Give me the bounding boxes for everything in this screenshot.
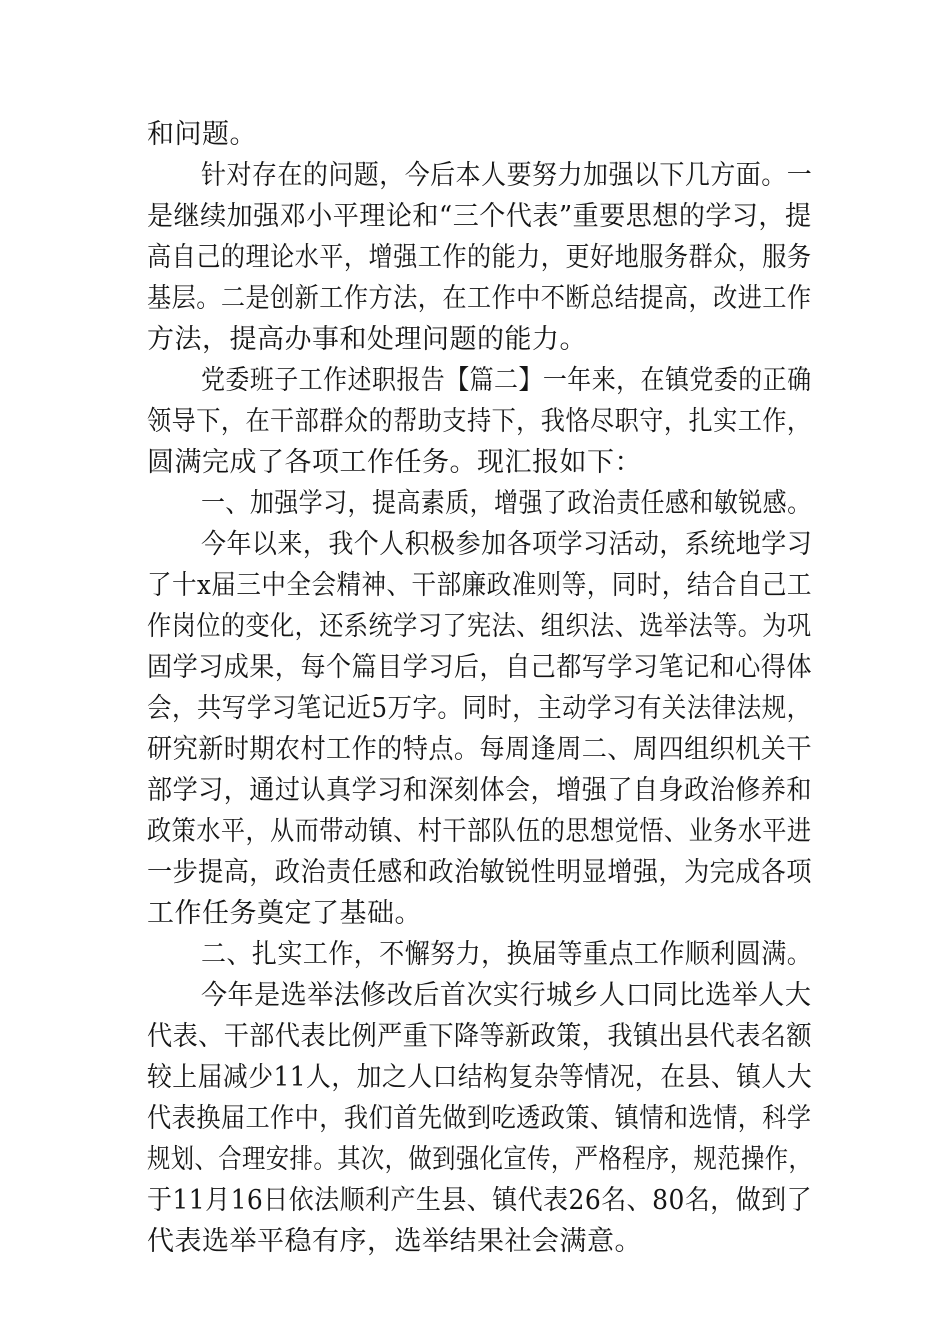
- text-line: 代表换届工作中，我们首先做到吃透政策、镇情和选情，科学: [147, 1103, 812, 1134]
- text-line: 一、加强学习，提高素质，增强了政治责任感和敏锐感。: [201, 488, 812, 519]
- text-line: 代表、干部代表比例严重下降等新政策，我镇出县代表名额: [147, 1021, 812, 1052]
- text-line: 政策水平，从而带动镇、村干部队伍的思想觉悟、业务水平进: [147, 816, 812, 847]
- text-line: 于11月16日依法顺利产生县、镇代表26名、80名，做到了: [147, 1185, 813, 1216]
- text-line: 固学习成果，每个篇目学习后，自己都写学习笔记和心得体: [147, 652, 812, 683]
- text-line: 今年以来，我个人积极参加各项学习活动，系统地学习: [201, 529, 813, 560]
- text-line: 基层。二是创新工作方法，在工作中不断总结提高，改进工作: [147, 283, 812, 314]
- text-line: 会，共写学习笔记近5万字。同时，主动学习有关法律法规，: [147, 693, 812, 724]
- text-line: 二、扎实工作，不懈努力，换届等重点工作顺利圆满。: [201, 939, 813, 970]
- text-line: 规划、合理安排。其次，做到强化宣传，严格程序，规范操作，: [147, 1144, 813, 1175]
- text-line: 和问题。: [147, 119, 257, 150]
- text-line: 党委班子工作述职报告【篇二】一年来，在镇党委的正确: [201, 365, 812, 396]
- text-line: 圆满完成了各项工作任务。现汇报如下：: [147, 447, 642, 478]
- text-line: 了十x届三中全会精神、干部廉政准则等，同时，结合自己工: [147, 570, 812, 601]
- text-line: 较上届减少11人，加之人口结构复杂等情况，在县、镇人大: [147, 1062, 813, 1093]
- text-line: 工作任务奠定了基础。: [147, 898, 422, 929]
- text-line: 作岗位的变化，还系统学习了宪法、组织法、选举法等。为巩: [147, 611, 812, 642]
- text-line: 部学习，通过认真学习和深刻体会，增强了自身政治修养和: [147, 775, 812, 806]
- text-line: 研究新时期农村工作的特点。每周逢周二、周四组织机关干: [147, 734, 812, 765]
- text-line: 针对存在的问题，今后本人要努力加强以下几方面。一: [201, 160, 813, 191]
- text-line: 领导下，在干部群众的帮助支持下，我恪尽职守，扎实工作，: [147, 406, 812, 437]
- text-line: 高自己的理论水平，增强工作的能力，更好地服务群众，服务: [147, 242, 812, 273]
- text-line: 方法，提高办事和处理问题的能力。: [147, 324, 587, 355]
- text-line: 代表选举平稳有序，选举结果社会满意。: [147, 1226, 642, 1257]
- text-line: 是继续加强邓小平理论和“三个代表”重要思想的学习，提: [147, 201, 812, 232]
- text-line: 今年是选举法修改后首次实行城乡人口同比选举人大: [201, 980, 812, 1011]
- text-line: 一步提高，政治责任感和政治敏锐性明显增强，为完成各项: [147, 857, 812, 888]
